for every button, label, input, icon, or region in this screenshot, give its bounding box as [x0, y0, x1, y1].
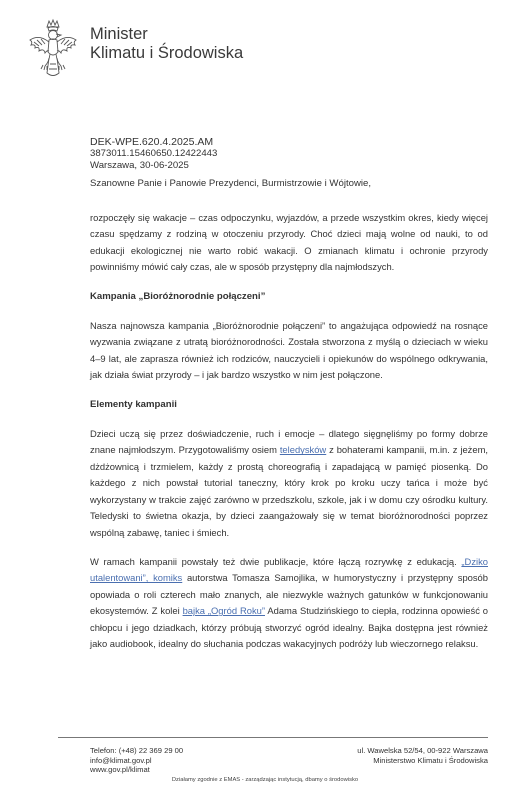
footer-email: info@klimat.gov.pl: [90, 755, 152, 765]
footer-contact: [90, 746, 183, 775]
music-videos-link[interactable]: teledysków: [279, 444, 327, 456]
footer-phone: Telefon: (+48) 22 369 29 00: [90, 746, 184, 755]
paragraph-intro: rozpoczęły się wakacje – czas odpoczynku, wyjazdów, a przede wszystkim okres, kiedy więcej czasu spędzamy z rodziną w otoczeniu przyrody. Choć dzieci mają wolne od nauki, to od edukacji ekologicznej nie warto robić wakacji. O zmianach klimatu i ochronie przyrody powinniśmy mówić cały czas, ale w sposób przystępny dla najmłodszych.: [90, 212, 488, 273]
footer-website: www.gov.pl/klimat: [90, 765, 150, 775]
footer-divider: [58, 737, 488, 738]
footer-address: [357, 746, 488, 765]
footer-ministry: Ministerstwo Klimatu i Środowiska: [373, 755, 488, 765]
ministry-name-line1: Minister: [90, 25, 148, 43]
paragraph-publications-text-b: autorstwa Tomasza Samojlika, w humorystyczny i przystępny sposób opowiada o roli czterech mało znanych, ale niezwykle ważnych gatunków w funkcjonowaniu ekosystemów. Z kolei: [90, 572, 488, 617]
footer-street: ul. Wawelska 52/54, 00-922 Warszawa: [357, 746, 488, 755]
polish-eagle-emblem-icon: [27, 18, 79, 80]
letter-body: [90, 210, 488, 665]
ministry-name: [90, 25, 243, 63]
paragraph-publications-text-a: W ramach kampanii powstały też dwie publikacje, które łączą rozrywkę z edukacją.: [90, 555, 462, 567]
reference-number: DEK-WPE.620.4.2025.AM: [90, 136, 214, 148]
reference-block: [90, 136, 217, 172]
paragraph-campaign: Nasza najnowsza kampania „Bioróżnorodnie połączeni” to angażująca odpowiedź na rosnące wyzwania związane z utratą bioróżnorodności. Została stworzona z myślą o dzieciach w wieku 4–9 lat, ale zaprasza również ich rodziców, nauczycieli i opiekunów do wspólnego odkrywania, jak działa świat przyrody – i jak bardzo wszystko w nim jest połączone.: [90, 320, 488, 381]
heading-elements: Elementy kampanii: [90, 398, 177, 410]
paragraph-publications: [90, 554, 488, 652]
salutation: Szanowne Panie i Panowie Prezydenci, Burmistrzowie i Wójtowie,: [90, 178, 372, 189]
paragraph-publications-text-c: Adama Studzińskiego to ciepła, rodzinna opowieść o chłopcu i jego dziadkach, którzy próbują stworzyć ogród idealny. Bajka dostępna jest również jako audiobook, idealny do słuchania podczas wakacyjnych podróży lub wieczornego relaksu.: [90, 605, 489, 649]
heading-campaign: Kampania „Bioróżnorodnie połączeni”: [90, 290, 266, 302]
case-id: 3873011.15460650.12422443: [90, 148, 218, 159]
ministry-name-line2: Klimatu i Środowiska: [90, 44, 244, 62]
paragraph-elements: [90, 426, 488, 541]
fairy-tale-link[interactable]: bajka „Ogród Roku”: [182, 605, 265, 617]
paragraph-elements-text-b: z bohaterami kampanii, m.in. z jeżem, dżdżownicą i trzmielem, każdy z prostą choreografią i zapadającą w pamięć piosenką. Do każdego z nich powstał tutorial taneczny, który krok po kroku uczy tańca i może być wykorzystany w trakcie zajęć zarówno w przedszkolu, szkole, jak i w domu czy ośrodku kultury. Teledyski to świetna okazja, by dzieci zaangażowały się w temat bioróżnorodności poprzez wspólną zabawę, taniec i śmiech.: [90, 444, 488, 538]
paragraph-elements-text-a: Dzieci uczą się przez doświadczenie, ruch i emocje – dlatego sięgnęliśmy po formy dobrze znane najmłodszym. Przygotowaliśmy osiem: [90, 428, 488, 456]
emas-note: Działamy zgodnie z EMAS - zarządzając instytucją, dbamy o środowisko: [171, 777, 359, 783]
comic-link[interactable]: „Dziko utalentowani”, komiks: [90, 555, 488, 584]
place-date: Warszawa, 30-06-2025: [90, 160, 189, 171]
